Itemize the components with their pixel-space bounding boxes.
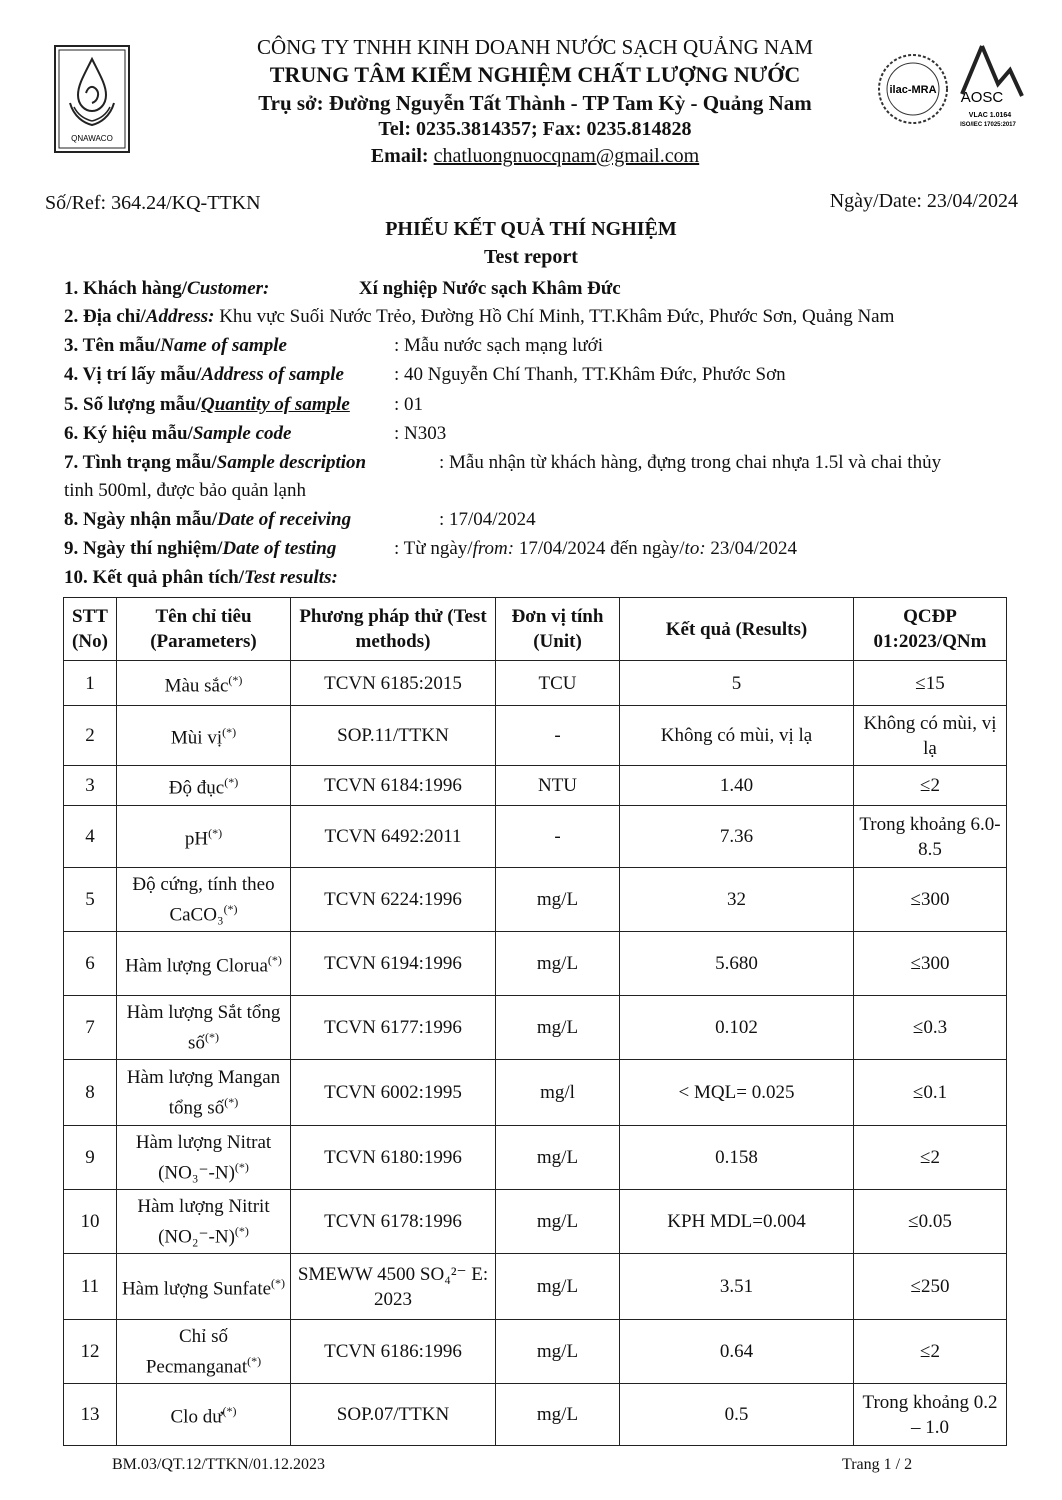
cell-standard: ≤2 xyxy=(854,1126,1007,1190)
cell-unit: NTU xyxy=(496,766,620,806)
table-row xyxy=(64,766,1007,806)
cell-method: TCVN 6194:1996 xyxy=(291,932,496,996)
cell-no: 10 xyxy=(64,1190,117,1254)
sample-code-line: 6. Ký hiệu mẫu/Sample code : N303 xyxy=(64,423,447,444)
center-name: TRUNG TÂM KIỂM NGHIỆM CHẤT LƯỢNG NƯỚC xyxy=(269,62,801,87)
sample-description-value: : Mẫu nhận từ khách hàng, đựng trong chai nhựa 1.5l và chai thủy xyxy=(439,452,942,473)
ilac-mra-logo xyxy=(876,52,950,126)
table-row xyxy=(64,1190,1007,1254)
cell-unit: mg/L xyxy=(496,1384,620,1446)
cell-standard: ≤0.1 xyxy=(854,1060,1007,1126)
email-label: Email: xyxy=(370,145,429,167)
svg-text:ISO/IEC 17025:2017: ISO/IEC 17025:2017 xyxy=(960,122,1016,128)
table-row xyxy=(64,706,1007,766)
table-row xyxy=(64,932,1007,996)
cell-result: 5 xyxy=(620,661,854,706)
cell-method: SOP.07/TTKN xyxy=(291,1384,496,1446)
address-value: Khu vực Suối Nước Trẻo, Đường Hồ Chí Minh, TT.Khâm Đức, Phước Sơn, Quảng Nam xyxy=(219,306,895,327)
aosc-logo xyxy=(952,40,1036,134)
report-date: Ngày/Date: 23/04/2024 xyxy=(829,190,1018,212)
cell-unit: mg/L xyxy=(496,996,620,1060)
cell-no: 13 xyxy=(64,1384,117,1446)
cell-unit: mg/L xyxy=(496,1320,620,1384)
cell-no: 5 xyxy=(64,868,117,932)
form-code: BM.03/QT.12/TTKN/01.12.2023 xyxy=(112,1456,326,1473)
header-parameter: Tên chỉ tiêu (Parameters) xyxy=(117,598,291,661)
accredited-mark: (*) xyxy=(222,725,237,740)
cell-standard: ≤250 xyxy=(854,1254,1007,1320)
accredited-mark: (*) xyxy=(267,953,282,968)
contact-phone: Tel: 0235.3814357; Fax: 0235.814828 xyxy=(378,118,692,140)
cell-method: TCVN 6177:1996 xyxy=(291,996,496,1060)
cell-standard: ≤2 xyxy=(854,766,1007,806)
cell-unit: mg/L xyxy=(496,932,620,996)
sample-quantity-line: 5. Số lượng mẫu/Quantity of sample : 01 xyxy=(64,394,424,415)
cell-parameter: Hàm lượng Mangan tổng số(*) xyxy=(117,1060,291,1126)
cell-standard: ≤15 xyxy=(854,661,1007,706)
customer-value: Xí nghiệp Nước sạch Khâm Đức xyxy=(358,278,621,299)
sample-code-value: : N303 xyxy=(394,423,447,444)
cell-no: 8 xyxy=(64,1060,117,1126)
accredited-mark: (*) xyxy=(224,775,239,790)
svg-text:ilac-MRA: ilac-MRA xyxy=(889,84,937,96)
accredited-mark: (*) xyxy=(271,1276,286,1291)
cell-no: 12 xyxy=(64,1320,117,1384)
cell-result: 3.51 xyxy=(620,1254,854,1320)
table-row xyxy=(64,996,1007,1060)
table-header-row xyxy=(64,598,1007,661)
sample-name-value: : Mẫu nước sạch mạng lưới xyxy=(394,335,604,356)
cell-result: 0.102 xyxy=(620,996,854,1060)
report-title: PHIẾU KẾT QUẢ THÍ NGHIỆM xyxy=(385,218,677,240)
cell-result: KPH MDL=0.004 xyxy=(620,1190,854,1254)
header-standard: QCĐP 01:2023/QNm xyxy=(854,598,1007,661)
header-method: Phương pháp thử (Test methods) xyxy=(291,598,496,661)
contact-email-line xyxy=(150,145,920,168)
customer-line: 1. Khách hàng/Customer: Xí nghiệp Nước sạch Khâm Đức xyxy=(64,278,621,299)
cell-unit: mg/L xyxy=(496,1190,620,1254)
accredited-mark: (*) xyxy=(247,1353,262,1368)
cell-parameter: Hàm lượng Clorua(*) xyxy=(117,932,291,996)
cell-standard: Trong khoảng 0.2 – 1.0 xyxy=(854,1384,1007,1446)
cell-standard: Không có mùi, vị lạ xyxy=(854,706,1007,766)
header-unit: Đơn vị tính (Unit) xyxy=(496,598,620,661)
accredited-mark: (*) xyxy=(204,1029,219,1044)
accredited-mark: (*) xyxy=(228,672,243,687)
sample-description-cont: tinh 500ml, được bảo quản lạnh xyxy=(64,480,306,501)
accredited-mark: (*) xyxy=(222,1404,237,1419)
table-row xyxy=(64,1060,1007,1126)
cell-parameter: Độ cứng, tính theo CaCO₃(*) xyxy=(117,868,291,932)
cell-parameter: Hàm lượng Sunfate(*) xyxy=(117,1254,291,1320)
cell-parameter: Mùi vị(*) xyxy=(117,706,291,766)
cell-unit: mg/L xyxy=(496,1254,620,1320)
email-link[interactable]: chatluongnuocqnam@gmail.com xyxy=(433,145,700,167)
table-row xyxy=(64,1126,1007,1190)
address-line: 2. Địa chỉ/Address: Khu vực Suối Nước Trẻo, Đường Hồ Chí Minh, TT.Khâm Đức, Phước Sơn, Quảng Nam xyxy=(64,306,895,327)
table-row xyxy=(64,1320,1007,1384)
cell-no: 4 xyxy=(64,806,117,868)
svg-text:AOSC: AOSC xyxy=(960,89,1004,106)
cell-standard: ≤0.05 xyxy=(854,1190,1007,1254)
cell-parameter: Clo dư(*) xyxy=(117,1384,291,1446)
svg-text:VLAC 1.0164: VLAC 1.0164 xyxy=(968,112,1012,119)
cell-standard: ≤2 xyxy=(854,1320,1007,1384)
cell-method: TCVN 6180:1996 xyxy=(291,1126,496,1190)
cell-parameter: Hàm lượng Nitrat (NO₃⁻-N)(*) xyxy=(117,1126,291,1190)
sample-location-value: : 40 Nguyễn Chí Thanh, TT.Khâm Đức, Phước Sơn xyxy=(394,364,786,385)
report-subtitle: Test report xyxy=(484,246,578,268)
cell-parameter: Hàm lượng Nitrit (NO₂⁻-N)(*) xyxy=(117,1190,291,1254)
cell-result: 0.158 xyxy=(620,1126,854,1190)
cell-result: 7.36 xyxy=(620,806,854,868)
company-logo xyxy=(54,45,130,153)
cell-standard: ≤300 xyxy=(854,932,1007,996)
cell-unit: - xyxy=(496,706,620,766)
cell-result: 0.5 xyxy=(620,1384,854,1446)
results-table xyxy=(63,597,1007,1446)
receiving-date-line: 8. Ngày nhận mẫu/Date of receiving : 17/04/2024 xyxy=(64,509,536,530)
page-number: Trang 1 / 2 xyxy=(842,1456,913,1473)
cell-method: SOP.11/TTKN xyxy=(291,706,496,766)
table-row xyxy=(64,661,1007,706)
cell-method: SMEWW 4500 SO₄²⁻ E: 2023 xyxy=(291,1254,496,1320)
accredited-mark: (*) xyxy=(224,1094,239,1109)
cell-result: 0.64 xyxy=(620,1320,854,1384)
cell-method: TCVN 6492:2011 xyxy=(291,806,496,868)
header-result: Kết quả (Results) xyxy=(620,598,854,661)
cell-no: 6 xyxy=(64,932,117,996)
cell-unit: TCU xyxy=(496,661,620,706)
table-row xyxy=(64,1384,1007,1446)
sample-description-line: 7. Tình trạng mẫu/Sample description : Mẫu nhận từ khách hàng, đựng trong chai nhựa 1.5l và chai thủy xyxy=(64,452,942,473)
reference-number: Số/Ref: 364.24/KQ-TTKN xyxy=(45,192,261,214)
cell-method: TCVN 6186:1996 xyxy=(291,1320,496,1384)
accredited-mark: (*) xyxy=(234,1223,249,1238)
cell-no: 2 xyxy=(64,706,117,766)
cell-parameter: pH(*) xyxy=(117,806,291,868)
cell-unit: - xyxy=(496,806,620,868)
testing-date-line: 9. Ngày thí nghiệm/Date of testing : Từ ngày/from: 17/04/2024 đến ngày/to: 23/04/2024 xyxy=(64,538,797,559)
header-no: STT (No) xyxy=(64,598,117,661)
cell-no: 9 xyxy=(64,1126,117,1190)
accredited-mark: (*) xyxy=(208,826,223,841)
cell-parameter: Hàm lượng Sắt tổng số(*) xyxy=(117,996,291,1060)
accredited-mark: (*) xyxy=(223,901,238,916)
cell-method: TCVN 6224:1996 xyxy=(291,868,496,932)
table-row xyxy=(64,868,1007,932)
results-heading: 10. Kết quả phân tích/Test results: xyxy=(64,567,338,588)
receiving-date-value: : 17/04/2024 xyxy=(439,509,536,530)
cell-result: Không có mùi, vị lạ xyxy=(620,706,854,766)
accredited-mark: (*) xyxy=(234,1159,249,1174)
cell-unit: mg/L xyxy=(496,868,620,932)
cell-no: 11 xyxy=(64,1254,117,1320)
sample-quantity-value: : 01 xyxy=(394,394,424,415)
company-name: CÔNG TY TNHH KINH DOANH NƯỚC SẠCH QUẢNG NAM xyxy=(256,35,814,59)
cell-method: TCVN 6185:2015 xyxy=(291,661,496,706)
cell-result: < MQL= 0.025 xyxy=(620,1060,854,1126)
cell-result: 32 xyxy=(620,868,854,932)
cell-parameter: Màu sắc(*) xyxy=(117,661,291,706)
cell-unit: mg/L xyxy=(496,1126,620,1190)
cell-method: TCVN 6178:1996 xyxy=(291,1190,496,1254)
cell-no: 1 xyxy=(64,661,117,706)
sample-name-line: 3. Tên mẫu/Name of sample : Mẫu nước sạch mạng lưới xyxy=(64,335,604,356)
cell-parameter: Độ đục(*) xyxy=(117,766,291,806)
logo-text: QNAWACO xyxy=(71,134,113,143)
cell-standard: ≤0.3 xyxy=(854,996,1007,1060)
cell-result: 5.680 xyxy=(620,932,854,996)
cell-no: 7 xyxy=(64,996,117,1060)
cell-unit: mg/l xyxy=(496,1060,620,1126)
cell-method: TCVN 6002:1995 xyxy=(291,1060,496,1126)
cell-result: 1.40 xyxy=(620,766,854,806)
head-office-address: Trụ sở: Đường Nguyễn Tất Thành - TP Tam Kỳ - Quảng Nam xyxy=(258,91,812,115)
table-row xyxy=(64,806,1007,868)
cell-standard: Trong khoảng 6.0-8.5 xyxy=(854,806,1007,868)
table-row xyxy=(64,1254,1007,1320)
cell-parameter: Chỉ số Pecmanganat(*) xyxy=(117,1320,291,1384)
sample-location-line: 4. Vị trí lấy mẫu/Address of sample : 40 Nguyễn Chí Thanh, TT.Khâm Đức, Phước Sơn xyxy=(64,364,786,385)
cell-standard: ≤300 xyxy=(854,868,1007,932)
cell-method: TCVN 6184:1996 xyxy=(291,766,496,806)
cell-no: 3 xyxy=(64,766,117,806)
